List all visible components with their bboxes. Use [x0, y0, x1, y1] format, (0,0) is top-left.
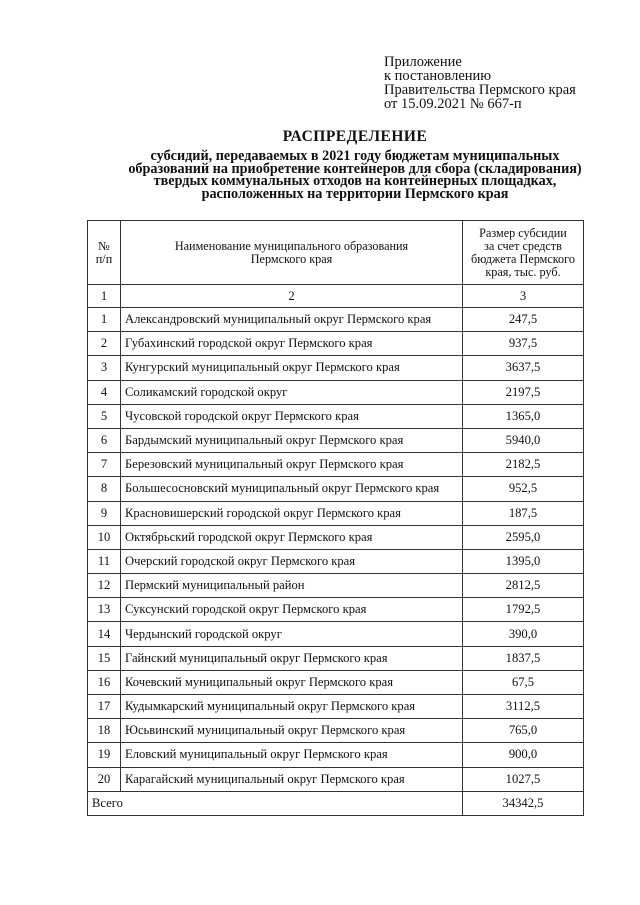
column-number: 1: [88, 285, 121, 308]
header-name: [121, 221, 463, 285]
row-name: Березовский муниципальный округ Пермского края: [121, 453, 463, 477]
row-name: Гайнский муниципальный округ Пермского края: [121, 646, 463, 670]
row-value: 2197,5: [463, 380, 584, 404]
row-value: 5940,0: [463, 428, 584, 452]
row-number: 14: [88, 622, 121, 646]
header-text: края, тыс. руб.: [485, 264, 561, 279]
row-value: 187,5: [463, 501, 584, 525]
table-row: [88, 767, 584, 791]
table-row: [88, 356, 584, 380]
row-number: 7: [88, 453, 121, 477]
document-subtitle: [60, 150, 640, 200]
row-number: 8: [88, 477, 121, 501]
row-value: 2595,0: [463, 525, 584, 549]
header-text: Наименование муниципального образования: [174, 238, 409, 253]
row-value: 2182,5: [463, 453, 584, 477]
header-text: №: [98, 238, 110, 253]
row-value: 67,5: [463, 670, 584, 694]
row-number: 19: [88, 743, 121, 767]
column-number: 3: [463, 285, 584, 308]
table-row: [88, 477, 584, 501]
subsidy-table: [87, 220, 584, 816]
row-number: 5: [88, 404, 121, 428]
row-name: Еловский муниципальный округ Пермского края: [121, 743, 463, 767]
table-row: [88, 574, 584, 598]
row-value: 1027,5: [463, 767, 584, 791]
row-number: 4: [88, 380, 121, 404]
total-row: [88, 791, 584, 815]
row-value: 1395,0: [463, 549, 584, 573]
row-name: Кудымкарский муниципальный округ Пермского края: [121, 695, 463, 719]
column-number-row: [88, 285, 584, 308]
row-number: 10: [88, 525, 121, 549]
table-row: [88, 598, 584, 622]
row-value: 1792,5: [463, 598, 584, 622]
subtitle-line: образований на приобретение контейнеров для сбора (складирования): [128, 160, 582, 177]
row-number: 3: [88, 356, 121, 380]
row-number: 13: [88, 598, 121, 622]
row-name: Кунгурский муниципальный округ Пермского края: [121, 356, 463, 380]
row-number: 20: [88, 767, 121, 791]
row-name: Соликамский городской округ: [121, 380, 463, 404]
row-name: Губахинский городской округ Пермского края: [121, 332, 463, 356]
row-name: Суксунский городской округ Пермского края: [121, 598, 463, 622]
table-row: [88, 549, 584, 573]
row-name: Карагайский муниципальный округ Пермского края: [121, 767, 463, 791]
row-number: 2: [88, 332, 121, 356]
row-number: 17: [88, 695, 121, 719]
row-name: Чусовской городской округ Пермского края: [121, 404, 463, 428]
header-num: [88, 221, 121, 285]
subtitle-line: субсидий, передаваемых в 2021 году бюджетам муниципальных: [150, 148, 560, 164]
row-value: 2812,5: [463, 574, 584, 598]
row-name: Красновишерский городской округ Пермского края: [121, 501, 463, 525]
column-number: 2: [121, 285, 463, 308]
row-number: 9: [88, 501, 121, 525]
table-row: [88, 308, 584, 332]
appendix-line: к постановлению: [384, 68, 492, 84]
table-row: [88, 646, 584, 670]
table-row: [88, 719, 584, 743]
row-value: 1365,0: [463, 404, 584, 428]
row-value: 1837,5: [463, 646, 584, 670]
row-number: 11: [88, 549, 121, 573]
table-row: [88, 404, 584, 428]
table-row: [88, 428, 584, 452]
total-label: Всего: [88, 791, 463, 815]
row-value: 247,5: [463, 308, 584, 332]
table-header-row: [88, 221, 584, 285]
document-title: РАСПРЕДЕЛЕНИЕ: [282, 128, 428, 145]
header-text: Размер субсидии: [479, 225, 567, 240]
row-name: Октябрьский городской округ Пермского края: [121, 525, 463, 549]
row-value: 390,0: [463, 622, 584, 646]
appendix-block: [384, 55, 576, 111]
total-value: 34342,5: [463, 791, 584, 815]
row-number: 12: [88, 574, 121, 598]
table-row: [88, 380, 584, 404]
row-name: Очерский городской округ Пермского края: [121, 549, 463, 573]
row-value: 900,0: [463, 743, 584, 767]
row-name: Юсьвинский муниципальный округ Пермского края: [121, 719, 463, 743]
row-number: 6: [88, 428, 121, 452]
row-number: 15: [88, 646, 121, 670]
row-value: 3112,5: [463, 695, 584, 719]
row-number: 1: [88, 308, 121, 332]
row-name: Пермский муниципальный район: [121, 574, 463, 598]
row-name: Кочевский муниципальный округ Пермского края: [121, 670, 463, 694]
row-value: 952,5: [463, 477, 584, 501]
table-row: [88, 525, 584, 549]
table-row: [88, 501, 584, 525]
row-name: Чердынский городской округ: [121, 622, 463, 646]
table-row: [88, 695, 584, 719]
header-text: п/п: [95, 251, 113, 266]
table-row: [88, 622, 584, 646]
header-text: бюджета Пермского: [471, 251, 575, 266]
row-name: Александровский муниципальный округ Пермского края: [121, 308, 463, 332]
row-name: Большесосновский муниципальный округ Пермского края: [121, 477, 463, 501]
appendix-line: от 15.09.2021 № 667-п: [384, 96, 522, 112]
table-row: [88, 670, 584, 694]
appendix-line: Приложение: [384, 54, 462, 70]
header-text: за счет средств: [484, 238, 562, 253]
subtitle-line: расположенных на территории Пермского края: [201, 185, 509, 202]
row-value: 765,0: [463, 719, 584, 743]
header-text: Пермского края: [250, 251, 333, 266]
table-row: [88, 453, 584, 477]
row-value: 3637,5: [463, 356, 584, 380]
subtitle-line: твердых коммунальных отходов на контейнерных площадках,: [153, 173, 557, 189]
header-amount: [463, 221, 584, 285]
table-row: [88, 743, 584, 767]
appendix-line: Правительства Пермского края: [384, 82, 576, 98]
row-number: 16: [88, 670, 121, 694]
row-value: 937,5: [463, 332, 584, 356]
table-row: [88, 332, 584, 356]
row-name: Бардымский муниципальный округ Пермского края: [121, 428, 463, 452]
row-number: 18: [88, 719, 121, 743]
